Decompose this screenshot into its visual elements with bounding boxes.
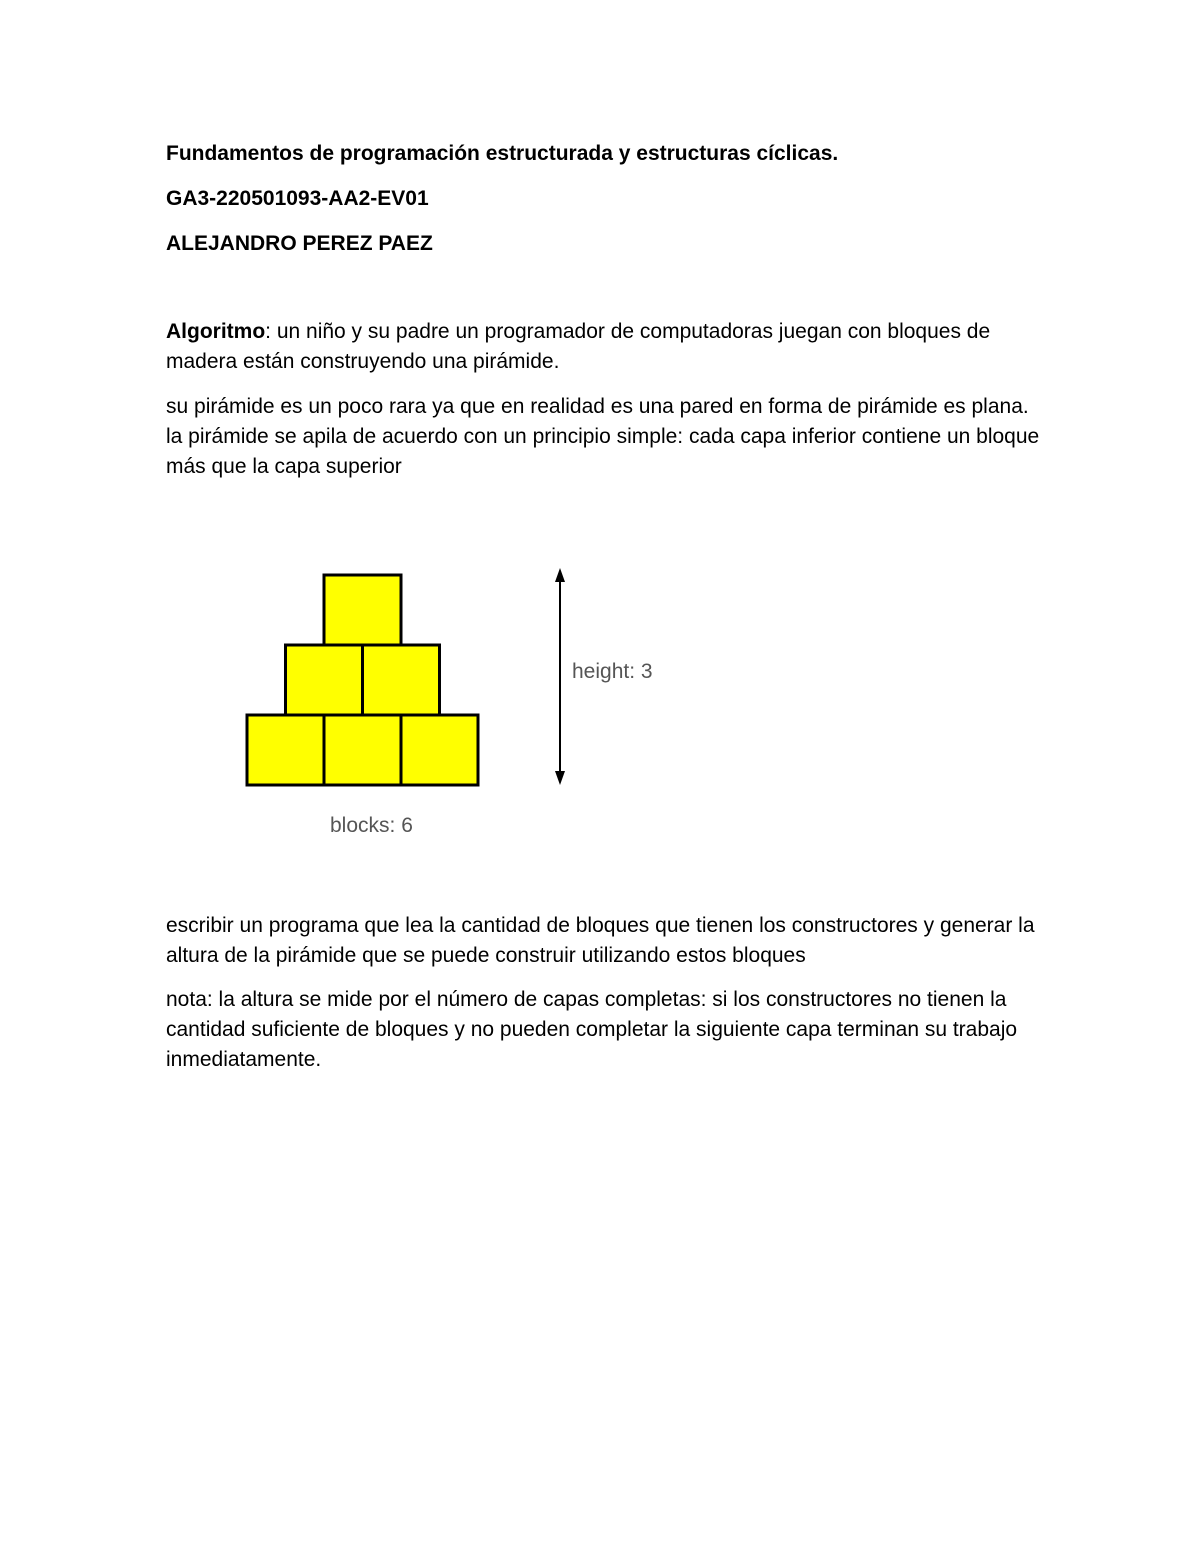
pyramid-diagram xyxy=(230,555,690,855)
algorithm-label: Algoritmo xyxy=(166,320,266,343)
pyramid-block xyxy=(286,645,363,715)
pyramid-block xyxy=(247,715,324,785)
paragraph-task: escribir un programa que lea la cantidad de bloques que tienen los constructores y generar la altura de la pirámide que se puede construir utilizando estos bloques xyxy=(166,914,1035,967)
document-author: ALEJANDRO PEREZ PAEZ xyxy=(166,232,433,255)
document-code: GA3-220501093-AA2-EV01 xyxy=(166,187,429,210)
pyramid-block xyxy=(324,575,401,645)
blocks-label: blocks: 6 xyxy=(330,814,413,837)
pyramid-block xyxy=(324,715,401,785)
pyramid-figure xyxy=(230,555,690,855)
height-label: height: 3 xyxy=(572,660,653,683)
height-arrow xyxy=(555,568,565,785)
algorithm-text: : un niño y su padre un programador de computadoras juegan con bloques de madera están construyendo una pirámide. xyxy=(166,320,991,373)
pyramid-block xyxy=(401,715,478,785)
pyramid-block xyxy=(363,645,440,715)
paragraph-note: nota: la altura se mide por el número de capas completas: si los constructores no tienen la cantidad suficiente de bloques y no pueden completar la siguiente capa terminan su trabajo inmediatamente. xyxy=(166,988,1018,1071)
document-title: Fundamentos de programación estructurada y estructuras cíclicas. xyxy=(166,142,839,165)
pyramid-blocks xyxy=(247,575,478,785)
paragraph-algorithm xyxy=(166,317,1046,377)
paragraph-pyramid-description: su pirámide es un poco rara ya que en realidad es una pared en forma de pirámide es plana. la pirámide se apila de acuerdo con un principio simple: cada capa inferior contiene un bloque más que la capa superior xyxy=(166,395,1040,478)
